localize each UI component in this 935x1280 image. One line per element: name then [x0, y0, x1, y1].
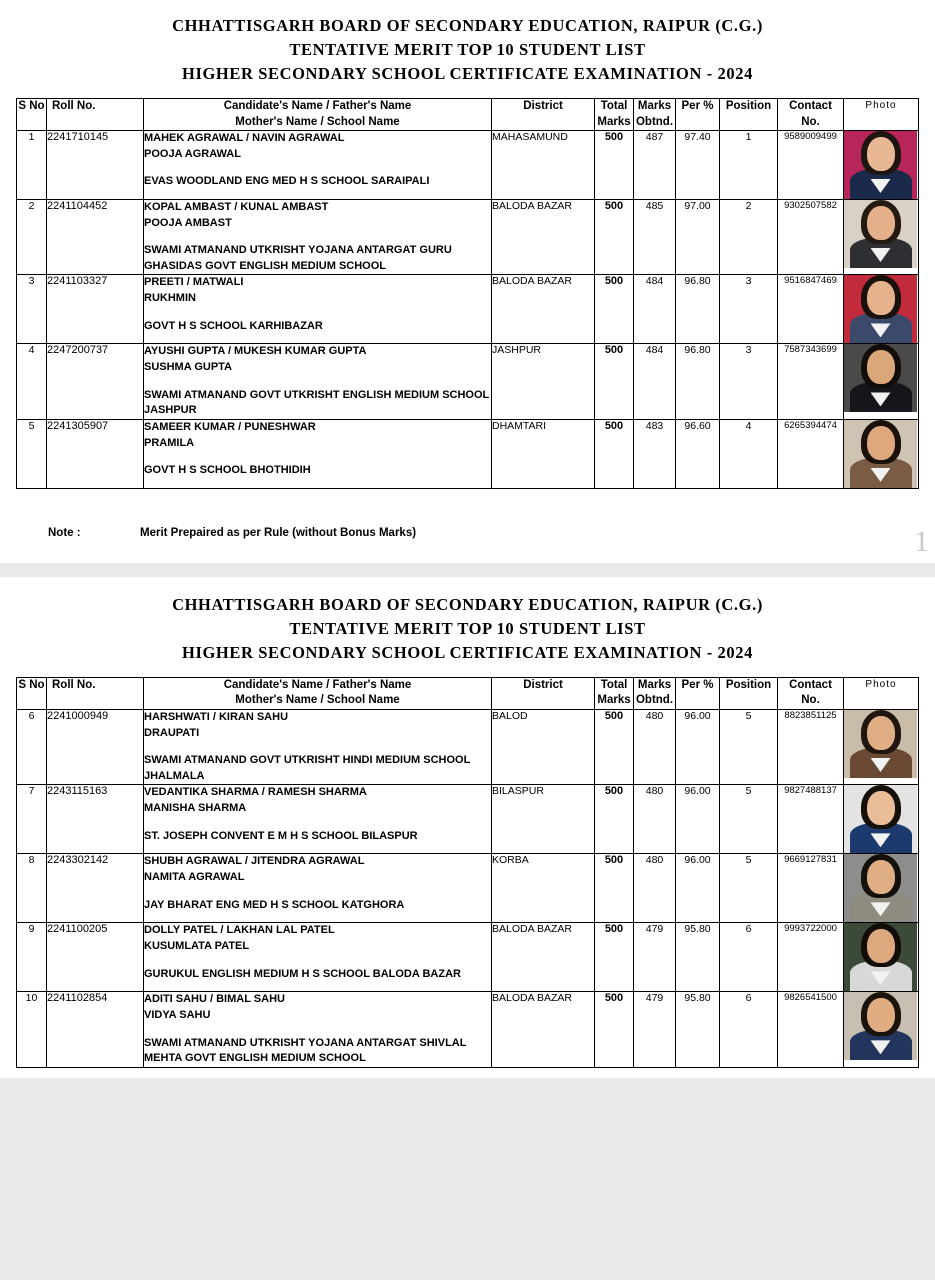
cell-sno: 5 — [17, 419, 47, 488]
cell-district: BALODA BAZAR — [492, 275, 595, 344]
document-heading — [14, 16, 921, 84]
candidate-father-name: KOPAL AMBAST / KUNAL AMBAST — [144, 201, 329, 214]
student-photo — [844, 923, 917, 991]
cell-contact-no: 9589009499 — [778, 131, 844, 200]
cell-sno: 2 — [17, 200, 47, 275]
candidate-father-name: PREETI / MATWALI — [144, 276, 244, 289]
cell-percent: 95.80 — [676, 923, 720, 992]
candidate-father-name: ADITI SAHU / BIMAL SAHU — [144, 993, 285, 1006]
heading-list-title: TENTATIVE MERIT TOP 10 STUDENT LIST — [289, 40, 646, 59]
cell-candidate-details — [144, 992, 492, 1067]
student-photo — [844, 854, 917, 922]
photo-inner — [844, 131, 917, 199]
cell-percent: 95.80 — [676, 992, 720, 1067]
cell-marks-obtained: 484 — [634, 275, 676, 344]
student-photo — [844, 275, 917, 343]
merit-list-page-1 — [0, 0, 935, 563]
cell-position: 2 — [720, 200, 778, 275]
cell-candidate-details — [144, 709, 492, 784]
cell-candidate-details — [144, 131, 492, 200]
col-header-total-line2-2: Marks — [597, 694, 631, 707]
table-row — [17, 785, 919, 854]
cell-contact-no: 9516847469 — [778, 275, 844, 344]
table-body-page-1 — [17, 131, 919, 489]
col-header-obt-line2-2: Obtnd. — [635, 694, 674, 707]
cell-roll-no: 2243115163 — [47, 785, 144, 854]
col-header-candidate-line1: Candidate's Name / Father's Name — [223, 100, 412, 112]
table-row — [17, 131, 919, 200]
cell-contact-no: 6265394474 — [778, 419, 844, 488]
student-photo — [844, 131, 917, 199]
cell-sno: 3 — [17, 275, 47, 344]
cell-photo — [844, 854, 919, 923]
table-row — [17, 275, 919, 344]
merit-table-page-2 — [16, 677, 919, 1068]
mother-name: KUSUMLATA PATEL — [144, 939, 250, 952]
cell-total-marks: 500 — [595, 131, 634, 200]
col-header-contact-no — [778, 99, 844, 131]
cell-position: 4 — [720, 419, 778, 488]
mother-name: DRAUPATI — [144, 726, 200, 739]
col-header-candidate-line2: Mother's Name / School Name — [235, 115, 400, 128]
table-row — [17, 923, 919, 992]
student-photo — [844, 785, 917, 853]
cell-total-marks: 500 — [595, 275, 634, 344]
cell-percent: 96.00 — [676, 785, 720, 854]
photo-face — [867, 998, 895, 1032]
page-separator — [0, 563, 935, 577]
col-header-candidate-name-2 — [144, 677, 492, 709]
candidate-father-name: VEDANTIKA SHARMA / RAMESH SHARMA — [144, 786, 367, 799]
merit-list-page-2 — [0, 577, 935, 1078]
col-header-sno-2: S No — [17, 677, 47, 709]
cell-percent: 96.80 — [676, 275, 720, 344]
photo-inner — [844, 923, 917, 991]
cell-percent: 96.00 — [676, 709, 720, 784]
cell-marks-obtained: 484 — [634, 344, 676, 419]
cell-marks-obtained: 485 — [634, 200, 676, 275]
cell-position: 5 — [720, 709, 778, 784]
photo-face — [867, 281, 895, 315]
cell-district: DHAMTARI — [492, 419, 595, 488]
candidate-father-name: DOLLY PATEL / LAKHAN LAL PATEL — [144, 924, 335, 937]
note-label: Note : — [48, 526, 81, 539]
col-header-district: District — [492, 99, 595, 131]
photo-face — [867, 426, 895, 460]
mother-name: RUKHMIN — [144, 292, 196, 305]
col-header-candidate-line2-2: Mother's Name / School Name — [235, 694, 400, 707]
col-header-total-marks-2 — [595, 677, 634, 709]
cell-candidate-details — [144, 419, 492, 488]
cell-total-marks: 500 — [595, 200, 634, 275]
cell-photo — [844, 785, 919, 854]
col-header-contact-line1-2: Contact — [789, 678, 832, 691]
table-row — [17, 854, 919, 923]
candidate-father-name: MAHEK AGRAWAL / NAVIN AGRAWAL — [144, 132, 345, 145]
document-heading-2 — [14, 595, 921, 663]
cell-roll-no: 2241103327 — [47, 275, 144, 344]
cell-total-marks: 500 — [595, 419, 634, 488]
cell-candidate-details — [144, 785, 492, 854]
cell-contact-no: 7587343699 — [778, 344, 844, 419]
col-header-obt-line1-2: Marks — [637, 678, 672, 691]
candidate-father-name: AYUSHI GUPTA / MUKESH KUMAR GUPTA — [144, 345, 367, 358]
table-row — [17, 344, 919, 419]
school-name: GOVT H S SCHOOL BHOTHIDIH — [144, 464, 311, 477]
cell-roll-no: 2243302142 — [47, 854, 144, 923]
heading-board-name-2: CHHATTISGARH BOARD OF SECONDARY EDUCATION, RAIPUR (C.G.) — [172, 594, 763, 614]
candidate-father-name: SAMEER KUMAR / PUNESHWAR — [144, 420, 316, 433]
photo-inner — [844, 275, 917, 343]
cell-percent: 96.60 — [676, 419, 720, 488]
cell-photo — [844, 923, 919, 992]
cell-district: BALOD — [492, 709, 595, 784]
cell-marks-obtained: 483 — [634, 419, 676, 488]
col-header-candidate-line1-2: Candidate's Name / Father's Name — [223, 678, 412, 691]
photo-face — [867, 791, 895, 825]
cell-marks-obtained: 480 — [634, 785, 676, 854]
cell-marks-obtained: 479 — [634, 923, 676, 992]
cell-marks-obtained: 480 — [634, 709, 676, 784]
cell-marks-obtained: 487 — [634, 131, 676, 200]
heading-exam-name: HIGHER SECONDARY SCHOOL CERTIFICATE EXAMINATION - 2024 — [182, 64, 753, 83]
cell-sno: 1 — [17, 131, 47, 200]
table-body-page-2 — [17, 709, 919, 1067]
student-photo — [844, 200, 917, 268]
student-photo — [844, 992, 917, 1060]
photo-face — [867, 860, 895, 894]
col-header-total-line1: Total — [600, 100, 628, 112]
cell-position: 5 — [720, 785, 778, 854]
cell-candidate-details — [144, 200, 492, 275]
mother-name: POOJA AMBAST — [144, 216, 232, 229]
cell-sno: 7 — [17, 785, 47, 854]
photo-face — [867, 350, 895, 384]
cell-total-marks: 500 — [595, 992, 634, 1067]
school-name: ST. JOSEPH CONVENT E M H S SCHOOL BILASPUR — [144, 829, 418, 842]
school-name: EVAS WOODLAND ENG MED H S SCHOOL SARAIPALI — [144, 175, 430, 188]
photo-inner — [844, 344, 917, 412]
cell-photo — [844, 200, 919, 275]
cell-marks-obtained: 479 — [634, 992, 676, 1067]
cell-district: JASHPUR — [492, 344, 595, 419]
cell-position: 3 — [720, 275, 778, 344]
school-name: SWAMI ATMANAND GOVT UTKRISHT HINDI MEDIUM SCHOOL JHALMALA — [144, 754, 471, 782]
photo-inner — [844, 854, 917, 922]
col-header-marks-obtained — [634, 99, 676, 131]
photo-inner — [844, 420, 917, 488]
cell-district: BALODA BAZAR — [492, 992, 595, 1067]
cell-roll-no: 2241305907 — [47, 419, 144, 488]
photo-inner — [844, 710, 917, 778]
cell-district: BALODA BAZAR — [492, 200, 595, 275]
col-header-candidate-name — [144, 99, 492, 131]
col-header-roll-no-2: Roll No. — [47, 677, 144, 709]
photo-inner — [844, 200, 917, 268]
cell-sno: 6 — [17, 709, 47, 784]
cell-total-marks: 500 — [595, 923, 634, 992]
heading-board-name: CHHATTISGARH BOARD OF SECONDARY EDUCATION, RAIPUR (C.G.) — [172, 16, 763, 35]
mother-name: NAMITA AGRAWAL — [144, 870, 245, 883]
cell-contact-no: 9826541500 — [778, 992, 844, 1067]
cell-percent: 97.00 — [676, 200, 720, 275]
merit-table-page-1 — [16, 98, 919, 489]
cell-roll-no: 2241710145 — [47, 131, 144, 200]
student-photo — [844, 344, 917, 412]
col-header-district-2: District — [492, 677, 595, 709]
school-name: JAY BHARAT ENG MED H S SCHOOL KATGHORA — [144, 898, 405, 911]
page-number: 1 — [914, 524, 929, 558]
col-header-total-line1-2: Total — [600, 678, 628, 691]
cell-candidate-details — [144, 344, 492, 419]
cell-photo — [844, 992, 919, 1067]
cell-contact-no: 9669127831 — [778, 854, 844, 923]
mother-name: VIDYA SAHU — [144, 1008, 211, 1021]
photo-face — [867, 716, 895, 750]
cell-contact-no: 9993722000 — [778, 923, 844, 992]
col-header-photo: Photo — [844, 99, 919, 131]
cell-roll-no: 2241104452 — [47, 200, 144, 275]
cell-roll-no: 2241100205 — [47, 923, 144, 992]
col-header-total-marks — [595, 99, 634, 131]
cell-percent: 96.00 — [676, 854, 720, 923]
table-row — [17, 200, 919, 275]
cell-sno: 10 — [17, 992, 47, 1067]
school-name: GOVT H S SCHOOL KARHIBAZAR — [144, 319, 323, 332]
cell-candidate-details — [144, 923, 492, 992]
cell-roll-no: 2241102854 — [47, 992, 144, 1067]
cell-photo — [844, 344, 919, 419]
cell-photo — [844, 131, 919, 200]
col-header-contact-no-2 — [778, 677, 844, 709]
note-text: Merit Prepaired as per Rule (without Bonus Marks) — [140, 526, 417, 539]
cell-contact-no: 8823851125 — [778, 709, 844, 784]
mother-name: MANISHA SHARMA — [144, 801, 247, 814]
school-name: SWAMI ATMANAND UTKRISHT YOJANA ANTARGAT GURU GHASIDAS GOVT ENGLISH MEDIUM SCHOOL — [144, 244, 452, 272]
col-header-obt-line1: Marks — [637, 100, 672, 112]
cell-photo — [844, 275, 919, 344]
cell-candidate-details — [144, 275, 492, 344]
mother-name: PRAMILA — [144, 436, 195, 449]
cell-total-marks: 500 — [595, 344, 634, 419]
cell-percent: 97.40 — [676, 131, 720, 200]
table-row — [17, 709, 919, 784]
cell-photo — [844, 419, 919, 488]
cell-contact-no: 9302507582 — [778, 200, 844, 275]
cell-roll-no: 2241000949 — [47, 709, 144, 784]
col-header-sno: S No — [17, 99, 47, 131]
school-name: GURUKUL ENGLISH MEDIUM H S SCHOOL BALODA BAZAR — [144, 967, 461, 980]
col-header-position-2: Position — [720, 677, 778, 709]
school-name: SWAMI ATMANAND UTKRISHT YOJANA ANTARGAT SHIVLAL MEHTA GOVT ENGLISH MEDIUM SCHOOL — [144, 1036, 467, 1065]
table-row — [17, 419, 919, 488]
cell-district: BILASPUR — [492, 785, 595, 854]
student-photo — [844, 710, 917, 778]
cell-sno: 4 — [17, 344, 47, 419]
col-header-percent: Per % — [676, 99, 720, 131]
heading-exam-name-2: HIGHER SECONDARY SCHOOL CERTIFICATE EXAMINATION - 2024 — [182, 642, 753, 662]
cell-district: KORBA — [492, 854, 595, 923]
candidate-father-name: HARSHWATI / KIRAN SAHU — [144, 710, 289, 723]
photo-inner — [844, 992, 917, 1060]
photo-face — [867, 137, 895, 171]
note-row — [14, 527, 921, 539]
cell-total-marks: 500 — [595, 854, 634, 923]
cell-sno: 8 — [17, 854, 47, 923]
col-header-photo-2: Photo — [844, 677, 919, 709]
table-header-row-2 — [17, 677, 919, 709]
candidate-father-name: SHUBH AGRAWAL / JITENDRA AGRAWAL — [144, 855, 365, 868]
cell-position: 5 — [720, 854, 778, 923]
col-header-percent-2: Per % — [676, 677, 720, 709]
col-header-total-line2: Marks — [597, 115, 631, 128]
cell-district: BALODA BAZAR — [492, 923, 595, 992]
cell-total-marks: 500 — [595, 785, 634, 854]
student-photo — [844, 420, 917, 488]
col-header-contact-line1: Contact — [789, 100, 832, 112]
mother-name: POOJA AGRAWAL — [144, 147, 241, 160]
table-header-row — [17, 99, 919, 131]
mother-name: SUSHMA GUPTA — [144, 361, 232, 374]
photo-face — [867, 206, 895, 240]
cell-position: 6 — [720, 923, 778, 992]
cell-percent: 96.80 — [676, 344, 720, 419]
cell-position: 1 — [720, 131, 778, 200]
cell-district: MAHASAMUND — [492, 131, 595, 200]
col-header-obt-line2: Obtnd. — [635, 115, 674, 128]
cell-position: 6 — [720, 992, 778, 1067]
col-header-contact-line2-2: No. — [801, 694, 820, 707]
cell-sno: 9 — [17, 923, 47, 992]
cell-contact-no: 9827488137 — [778, 785, 844, 854]
cell-candidate-details — [144, 854, 492, 923]
table-row — [17, 992, 919, 1067]
cell-total-marks: 500 — [595, 709, 634, 784]
cell-roll-no: 2247200737 — [47, 344, 144, 419]
photo-inner — [844, 785, 917, 853]
heading-list-title-2: TENTATIVE MERIT TOP 10 STUDENT LIST — [289, 618, 646, 638]
cell-photo — [844, 709, 919, 784]
col-header-marks-obtained-2 — [634, 677, 676, 709]
photo-face — [867, 929, 895, 963]
col-header-position: Position — [720, 99, 778, 131]
cell-position: 3 — [720, 344, 778, 419]
col-header-contact-line2: No. — [801, 115, 820, 128]
cell-marks-obtained: 480 — [634, 854, 676, 923]
school-name: SWAMI ATMANAND GOVT UTKRISHT ENGLISH MEDIUM SCHOOL JASHPUR — [144, 388, 490, 417]
col-header-roll-no: Roll No. — [47, 99, 144, 131]
